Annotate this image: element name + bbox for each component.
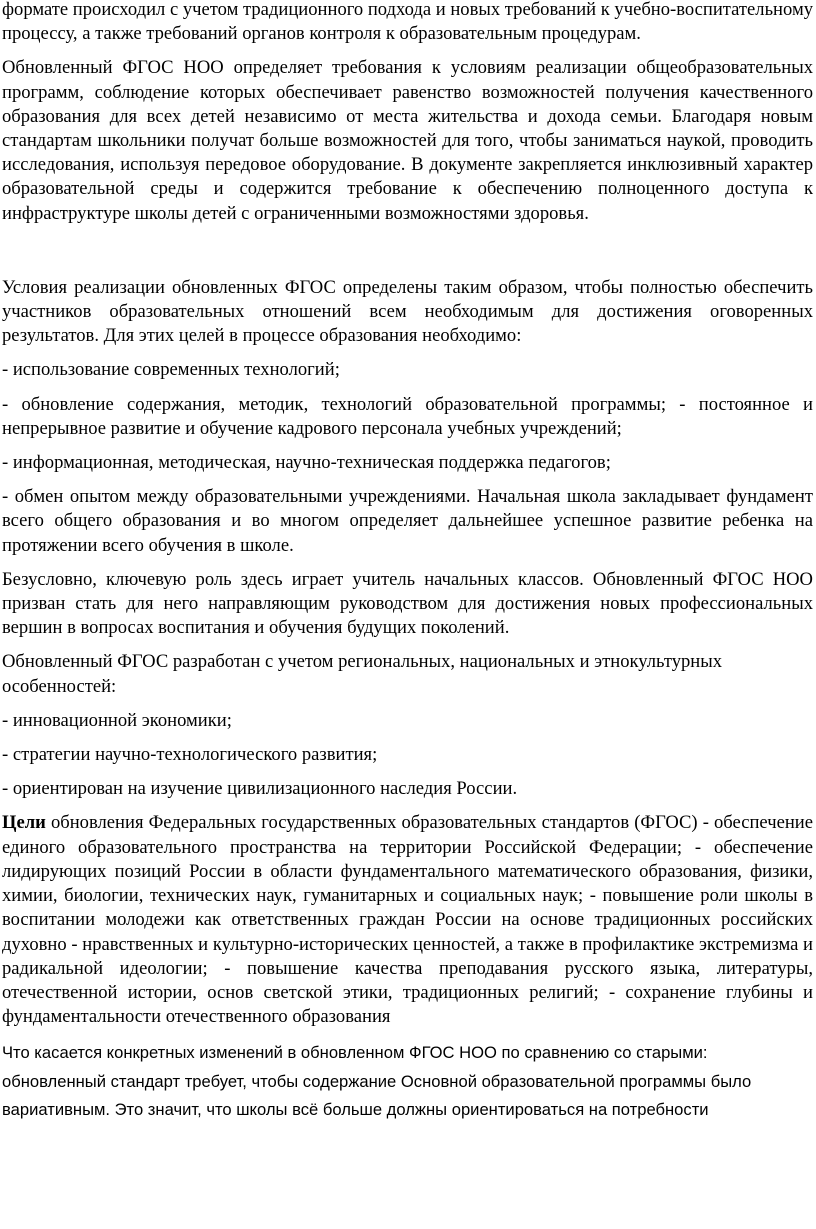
list-item-science-strategy: - стратегии научно-технологического развития; [2, 744, 378, 766]
goals-text: обновления Федеральных государственных образовательных стандартов (ФГОС) - обеспечение единого образовательного пространства на территории Российской Федерации; - обеспечение лидирующих позиций России в области фундаментального математического образования, физики, химии, биологии, технических наук, гуманитарных и социальных наук; - повышение роли школы в воспитании молодежи как ответственных граждан России на основе традиционных российских духовно - нравственных и культурно-исторических ценностей, а также в профилактике экстремизма и радикальной идеологии; - повышение качества преподавания русского языка, литературы, отечественной истории, основ светской этики, традиционных религий; - сохранение глубины и фундаментальности отечественного образования [2, 812, 813, 1028]
paragraph-implementation-conditions: Условия реализации обновленных ФГОС определены таким образом, чтобы полностью обеспечить участников образовательных отношений всем необходимым для достижения оговоренных результатов. Для этих целей в процессе образования необходимо: [2, 276, 813, 347]
list-item-teacher-support: - информационная, методическая, научно-техническая поддержка педагогов; [2, 452, 611, 474]
list-item-content-update: - обновление содержания, методик, технологий образовательной программы; - постоянное и непрерывное развитие и обучение кадрового персонала учебных учреждений; [2, 393, 813, 439]
paragraph-intro-continuation: формате происходил с учетом традиционного подхода и новых требований к учебно-воспитательному процессу, а также требований органов контроля к образовательным процедурам. [2, 0, 814, 45]
list-item-civilizational-heritage: - ориентирован на изучение цивилизационного наследия России. [2, 778, 518, 800]
paragraph-goals [2, 811, 813, 1029]
paragraph-fgos-requirements: Обновленный ФГОС НОО определяет требования к условиям реализации общеобразовательных программ, соблюдение которых обеспечивает равенство возможностей получения качественного образования для всех детей независимо от места жительства и дохода семьи. Благодаря новым стандартам школьники получат больше возможностей для того, чтобы заниматься наукой, проводить исследования, используя передовое оборудование. В документе закрепляется инклюзивный характер образовательной среды и содержится требование к обеспечению полноценного доступа к инфраструктуре школы детей с ограниченными возможностями здоровья. [2, 57, 813, 224]
list-item-technologies: - использование современных технологий; [2, 359, 340, 381]
blank-spacer [2, 236, 813, 276]
paragraph-regional-features: Обновленный ФГОС разработан с учетом региональных, национальных и этнокультурных особенностей: [2, 651, 723, 697]
paragraph-teacher-role: Безусловно, ключевую роль здесь играет учитель начальных классов. Обновленный ФГОС НОО призван стать для него направляющим руководством для достижения новых профессиональных вершин в вопросах воспитания и обучения будущих поколений. [2, 568, 813, 639]
goals-heading: Цели [2, 812, 46, 834]
paragraph-specific-changes: Что касается конкретных изменений в обновленном ФГОС НОО по сравнению со старыми: обновленный стандарт требует, чтобы содержание Основной образовательной программы было вариативным. Это значит, что школы всё больше должны ориентироваться на потребности [2, 1043, 752, 1120]
list-item-experience-exchange: - обмен опытом между образовательными учреждениями. Начальная школа закладывает фундамент всего общего образования и во многом определяет дальнейшее успешное развитие ребенка на протяжении всего обучения в школе. [2, 486, 813, 556]
list-item-innovative-economy: - инновационной экономики; [2, 709, 232, 731]
